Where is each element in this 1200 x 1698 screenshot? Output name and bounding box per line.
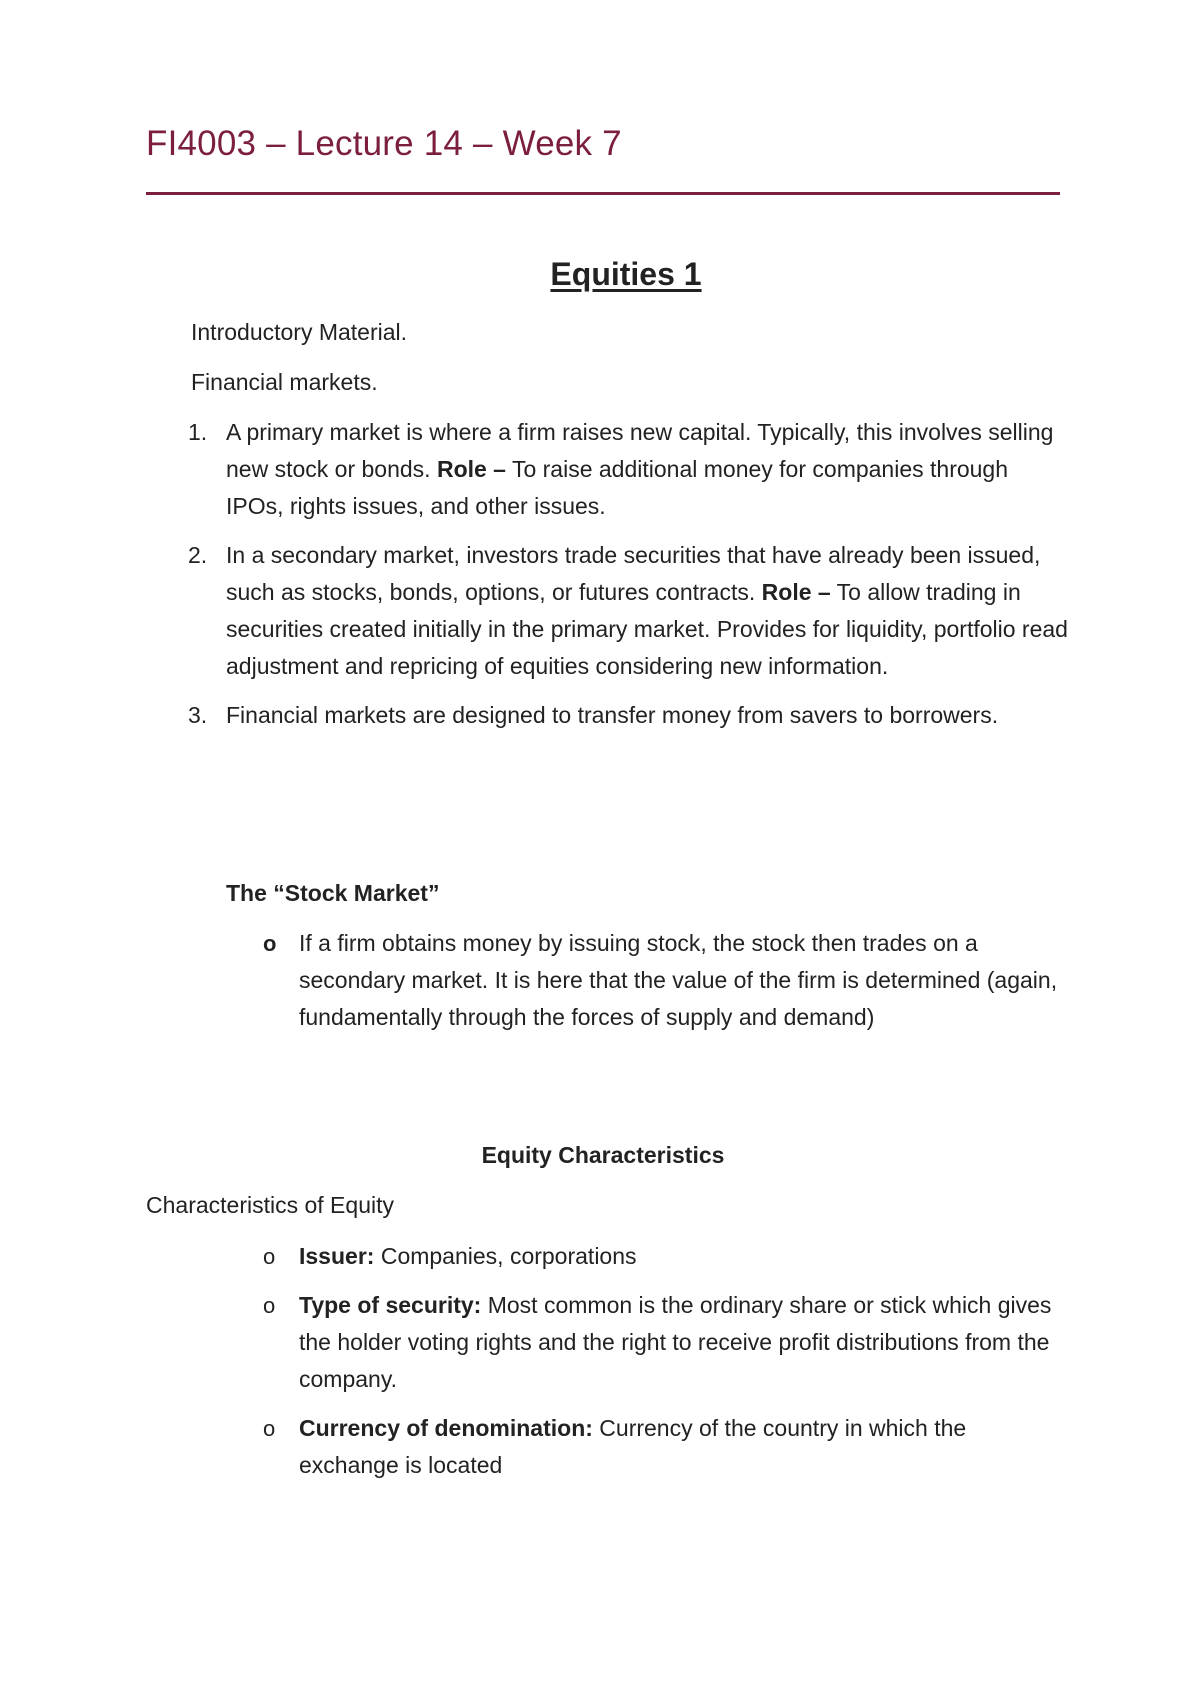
bullet-text: Currency of the country in which the exchange is located: [299, 1415, 967, 1478]
list-text-after: To allow trading in securities created initially in the primary market. Provides for liquidity, portfolio read adjustment and repricing of equities considering new information.: [226, 579, 1068, 679]
bullet-circle-icon: o: [263, 1244, 276, 1269]
numbered-list: [188, 414, 1068, 746]
bullet-label: Currency of denomination:: [299, 1415, 593, 1441]
bullet-text: Companies, corporations: [374, 1243, 637, 1269]
list-text: A primary market is where a firm raises new capital. Typically, this involves selling new stock or bonds.: [226, 419, 1054, 482]
title-divider: [146, 192, 1060, 195]
document-title: FI4003 – Lecture 14 – Week 7: [146, 124, 622, 163]
bullet-circle-icon: o: [263, 1416, 276, 1441]
list-number: 3.: [188, 702, 208, 728]
bullet-circle-icon: o: [263, 1293, 276, 1318]
list-bold: Role –: [761, 579, 831, 605]
list-item: [188, 414, 1068, 525]
bullet-circle-icon: o: [263, 931, 277, 956]
equity-characteristics-bullets: [263, 1238, 1069, 1496]
list-item: [263, 1410, 1069, 1484]
intro-line-1: Introductory Material.: [191, 319, 408, 345]
list-item: [263, 925, 1069, 1036]
list-number: 1.: [188, 419, 208, 445]
bullet-text: If a firm obtains money by issuing stock, the stock then trades on a secondary market. It is here that the value of the firm is determined (again, fundamentally through the forces of supply and demand): [299, 930, 1058, 1030]
list-text-after: To raise additional money for companies through IPOs, rights issues, and other issues.: [226, 456, 1009, 519]
list-bold: Role –: [436, 456, 506, 482]
list-item: [263, 1238, 1069, 1275]
stock-market-heading: The “Stock Market”: [226, 880, 440, 906]
main-heading: Equities 1: [550, 256, 702, 292]
document-header: [146, 118, 1060, 195]
list-text: In a secondary market, investors trade securities that have already been issued, such as stocks, bonds, options, or futures contracts.: [226, 542, 1041, 605]
equity-characteristics-heading: Equity Characteristics: [481, 1142, 725, 1168]
intro-line-2: Financial markets.: [191, 369, 378, 395]
bullet-label: Issuer:: [299, 1243, 375, 1269]
stock-market-bullets: [263, 925, 1069, 1048]
list-item: [263, 1287, 1069, 1398]
list-text: Financial markets are designed to transfer money from savers to borrowers.: [226, 702, 999, 728]
bullet-text: Most common is the ordinary share or stick which gives the holder voting rights and the right to receive profit distributions from the company.: [299, 1292, 1052, 1392]
bullet-label: Type of security:: [299, 1292, 482, 1318]
equity-characteristics-intro: Characteristics of Equity: [146, 1192, 394, 1218]
list-number: 2.: [188, 542, 208, 568]
list-item: [188, 537, 1068, 685]
list-item: [188, 697, 1068, 734]
